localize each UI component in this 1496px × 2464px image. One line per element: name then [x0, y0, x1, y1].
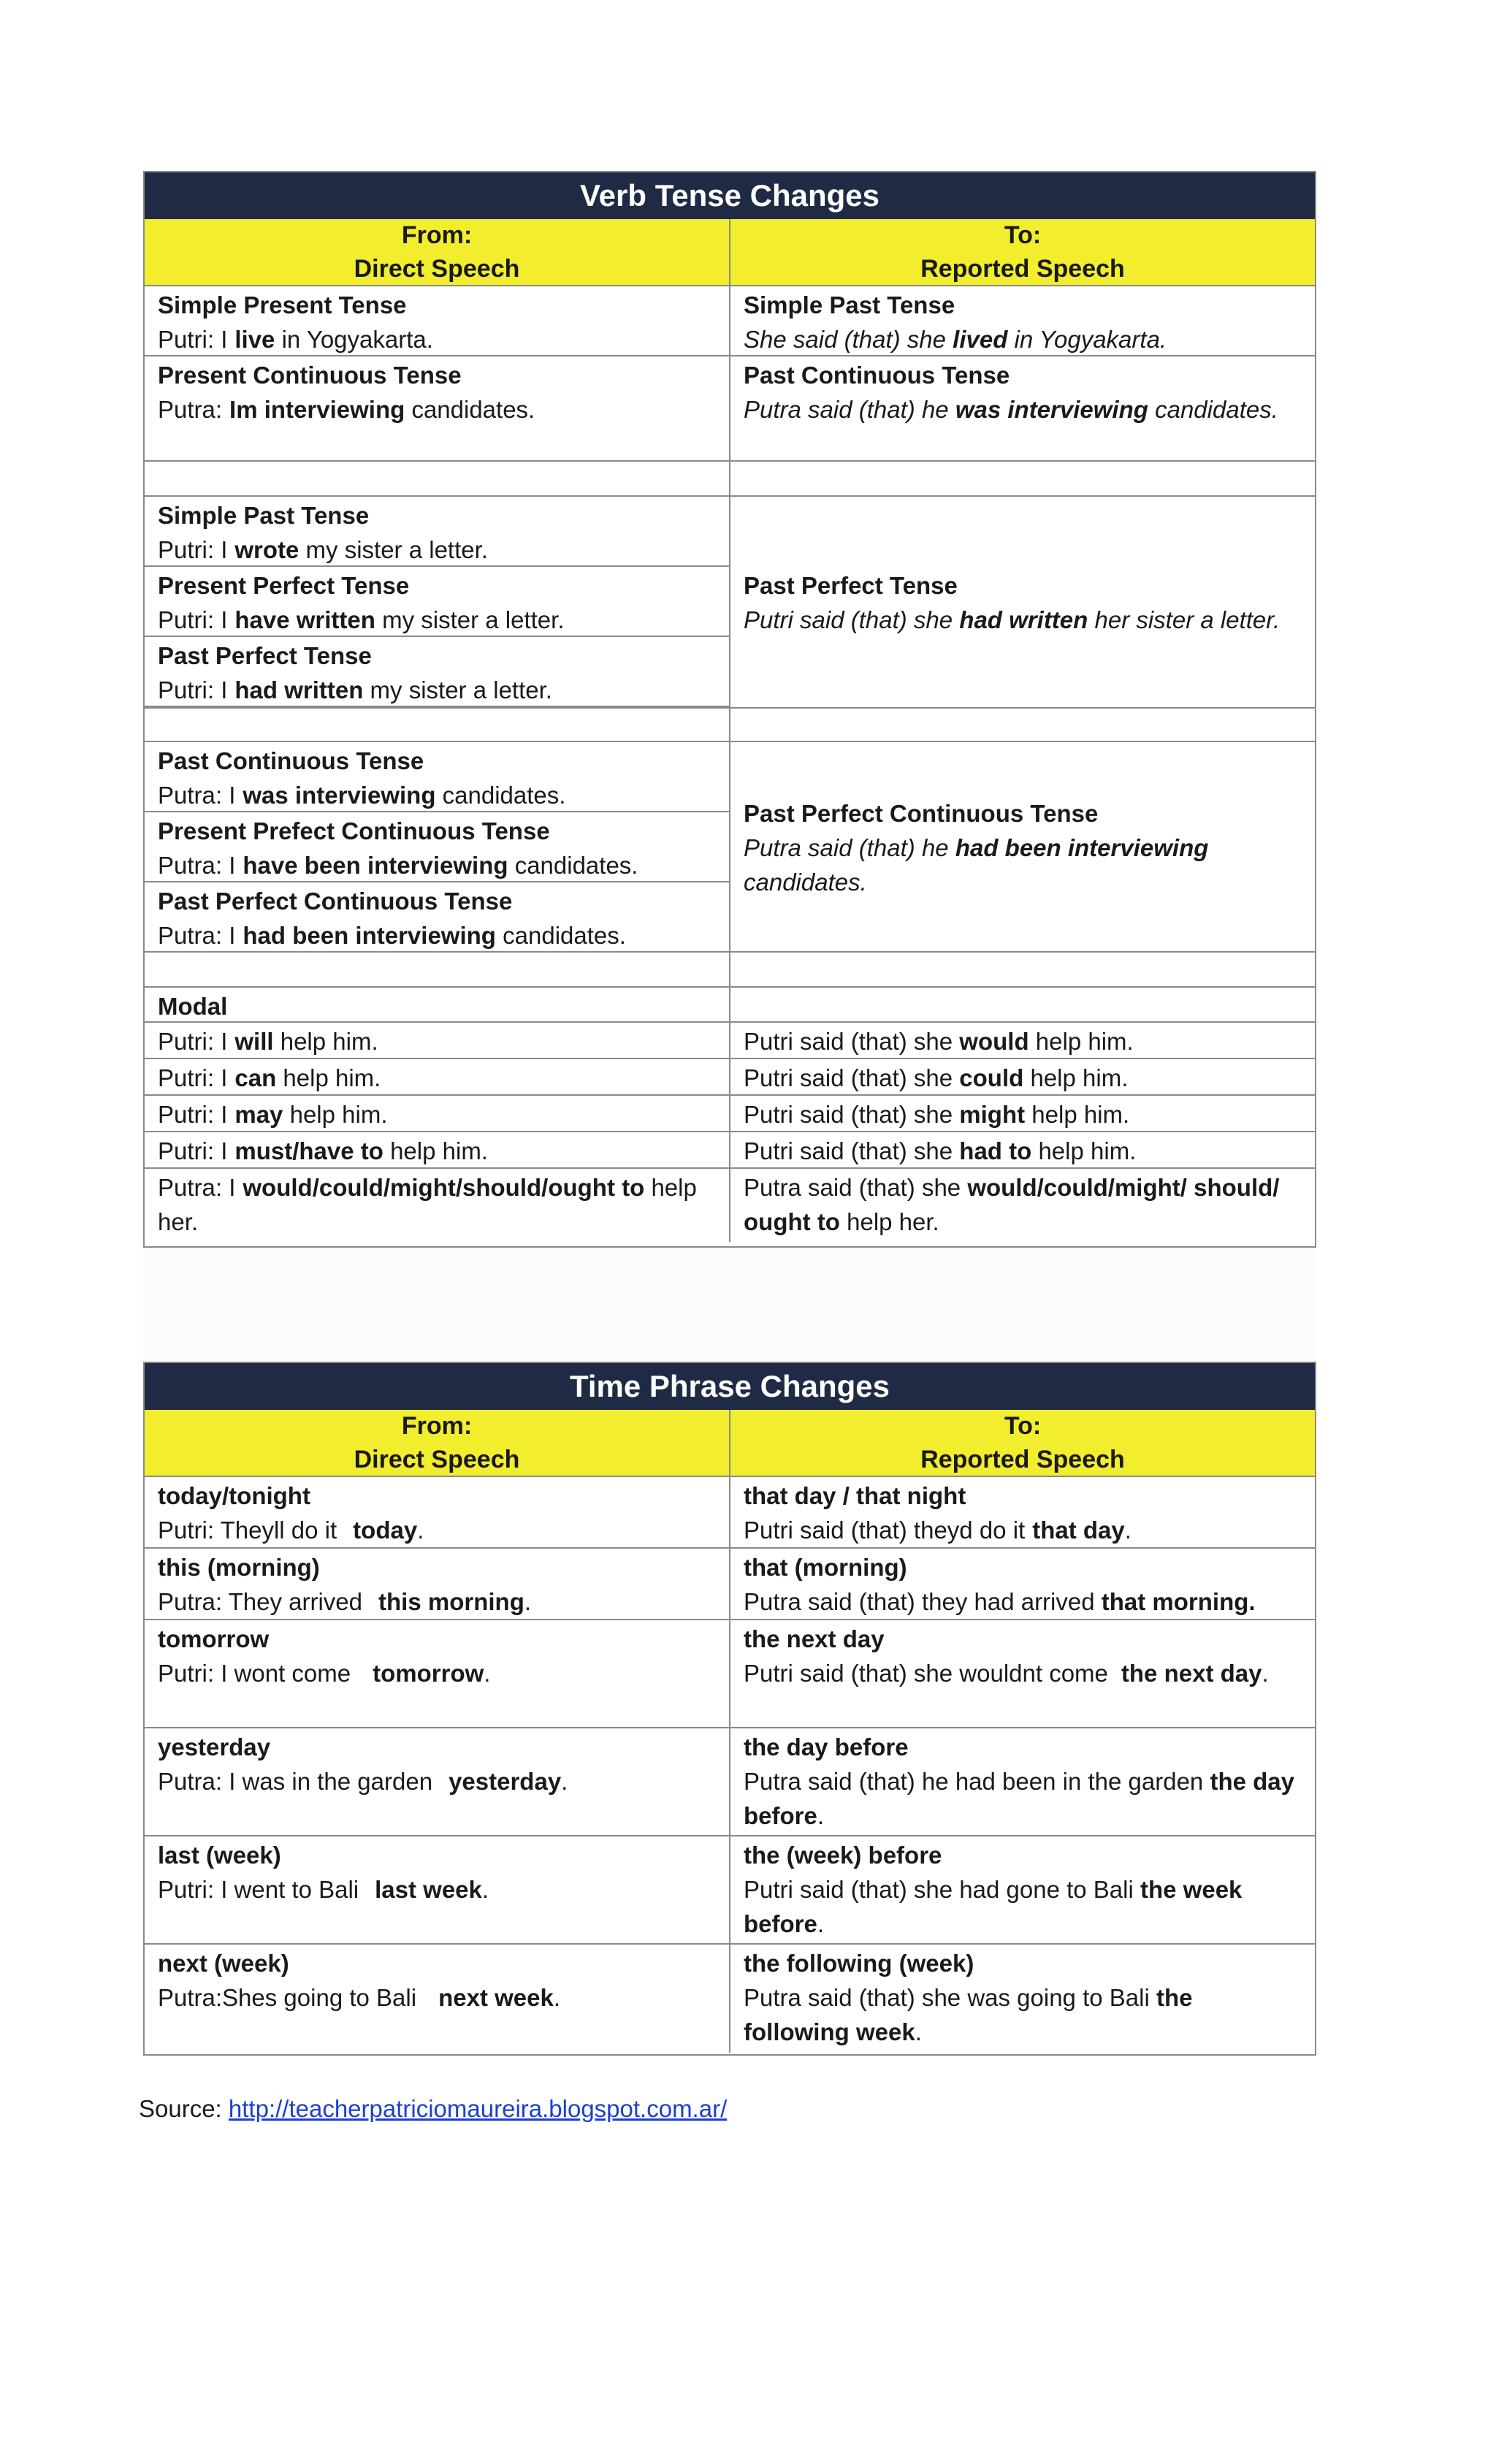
example-text: Putra:	[158, 396, 223, 423]
example	[158, 673, 716, 707]
example-text: in Yogyakarta.	[281, 326, 433, 353]
example-text: my sister a letter.	[305, 536, 488, 563]
example-text: Putri: I	[158, 1137, 228, 1164]
column-header-to	[730, 1410, 1315, 1477]
phrase-name: last (week)	[158, 1842, 281, 1869]
example-text: Putri: I	[158, 1028, 228, 1055]
example-text: candidates.	[514, 852, 638, 879]
example-text: Putri said (that) she	[744, 1137, 953, 1164]
header-sub: Reported Speech	[920, 1446, 1125, 1473]
phrase-highlight: the next day	[1121, 1660, 1262, 1687]
example	[744, 392, 1302, 427]
verb-highlight: had been interviewing	[243, 922, 496, 949]
verb-highlight: had to	[959, 1137, 1032, 1164]
example-text: in Yogyakarta.	[1014, 326, 1167, 353]
example	[744, 831, 1302, 899]
table-cell	[145, 1620, 730, 1728]
example-text: Putra: I was in the garden	[158, 1768, 433, 1795]
table-cell	[730, 1023, 1315, 1059]
spacer-cell	[730, 707, 1315, 742]
example-text: Putri said (that) she had gone to Bali	[744, 1876, 1134, 1903]
phrase-name: next (week)	[158, 1950, 289, 1977]
example-text: .	[524, 1588, 532, 1615]
table-cell	[730, 1096, 1315, 1132]
example-text: Putri: I	[158, 326, 228, 353]
table-cell	[145, 882, 730, 953]
example-text: Putra said (that) she	[744, 1174, 961, 1201]
verb-highlight: lived	[953, 326, 1008, 353]
verb-highlight: was interviewing	[243, 782, 436, 809]
table-cell	[145, 742, 730, 812]
table-cell	[145, 1023, 730, 1059]
example	[158, 1980, 716, 2015]
source-link[interactable]: http://teacherpatriciomaureira.blogspot.com.ar/	[228, 2095, 728, 2122]
example-text: help him.	[280, 1028, 378, 1055]
example-text: help him.	[289, 1101, 388, 1128]
example-text: Putri said (that) she	[744, 1101, 953, 1128]
phrase-highlight: tomorrow	[373, 1660, 484, 1687]
table-cell	[145, 1945, 730, 2053]
table-cell	[730, 1132, 1315, 1169]
example-text: .	[417, 1517, 424, 1544]
example-text: Putri said (that) she	[744, 1028, 953, 1055]
table-cell	[730, 1169, 1315, 1242]
example-text: .	[481, 1876, 489, 1903]
table-cell	[145, 497, 730, 567]
example	[158, 603, 716, 637]
example-text: .	[817, 1910, 825, 1937]
example	[158, 392, 716, 427]
example-text: Putri: Theyll do it	[158, 1517, 337, 1544]
table-cell	[730, 1945, 1315, 2053]
table-cell	[145, 1096, 730, 1132]
phrase-name: tomorrow	[158, 1625, 270, 1652]
example	[158, 1764, 716, 1799]
tense-name: Past Perfect Continuous Tense	[744, 799, 1099, 827]
table-cell	[145, 567, 730, 637]
verb-highlight: was interviewing	[955, 396, 1148, 423]
example-text: .	[817, 1802, 825, 1829]
verb-highlight: Im interviewing	[229, 396, 405, 423]
example-text: .	[553, 1984, 560, 2011]
phrase-name: that day / that night	[744, 1482, 966, 1509]
header-sub: Direct Speech	[354, 255, 520, 283]
verb-highlight: might	[959, 1101, 1026, 1128]
example-text: help him.	[283, 1064, 381, 1091]
tense-name: Present Perfect Tense	[158, 572, 410, 599]
verb-highlight: will	[234, 1028, 274, 1055]
table-cell	[730, 1836, 1315, 1945]
verb-highlight: may	[234, 1101, 283, 1128]
verb-highlight: had written	[234, 676, 364, 703]
header-label: From:	[401, 1412, 473, 1440]
example-text: Putri: I wont come	[158, 1660, 351, 1687]
example-text: Putri: I	[158, 606, 228, 633]
example-text: help him.	[1030, 1064, 1129, 1091]
table-cell	[730, 1620, 1315, 1728]
tense-name: Present Continuous Tense	[158, 362, 462, 389]
example	[158, 918, 716, 953]
phrase-name: the next day	[744, 1625, 885, 1652]
example	[158, 1872, 716, 1907]
example-text: my sister a letter.	[370, 676, 552, 703]
example-text: candidates.	[411, 396, 535, 423]
verb-highlight: had been interviewing	[955, 834, 1209, 861]
example-text: help her.	[847, 1208, 939, 1235]
tense-name: Past Perfect Tense	[744, 572, 958, 599]
phrase-highlight: next week	[438, 1984, 554, 2011]
example-text: Putri said (that) she	[744, 1064, 953, 1091]
tense-name: Simple Present Tense	[158, 291, 407, 319]
example	[158, 1656, 716, 1690]
example-text: Putri: I	[158, 1101, 228, 1128]
phrase-name: the day before	[744, 1733, 909, 1761]
example	[158, 1513, 716, 1547]
example	[158, 778, 716, 812]
example-text: Putra said (that) he had been in the garden	[744, 1768, 1204, 1795]
tense-name: Past Continuous Tense	[158, 747, 424, 774]
table-cell	[145, 1477, 730, 1549]
example	[158, 1584, 716, 1619]
header-label: To:	[1004, 1412, 1042, 1440]
phrase-name: the following (week)	[744, 1950, 974, 1977]
example-text: Putra said (that) she was going to Bali	[744, 1984, 1150, 2011]
phrase-highlight: the week before	[744, 1876, 1243, 1937]
verb-highlight: must/have to	[234, 1137, 383, 1164]
tense-name: Past Perfect Tense	[158, 642, 372, 669]
source-line	[139, 2092, 727, 2126]
example	[744, 603, 1302, 637]
column-header-to	[730, 219, 1315, 286]
verb-highlight: can	[234, 1064, 277, 1091]
example-text: candidates.	[744, 868, 867, 896]
example	[744, 322, 1302, 356]
verb-highlight: have been interviewing	[243, 852, 508, 879]
spacer-cell	[145, 707, 730, 742]
phrase-name: the (week) before	[744, 1842, 942, 1869]
example-text: help him.	[390, 1137, 488, 1164]
example-text: Putra: I	[158, 1174, 236, 1201]
verb-highlight: had written	[959, 606, 1088, 633]
tense-name: Present Prefect Continuous Tense	[158, 817, 550, 844]
verb-highlight: wrote	[234, 536, 299, 563]
example	[744, 1764, 1302, 1833]
table-cell	[730, 1549, 1315, 1620]
table-cell	[730, 356, 1315, 462]
table-cell	[145, 1549, 730, 1620]
source-label: Source:	[139, 2095, 222, 2122]
column-header-from	[145, 1410, 730, 1477]
phrase-highlight: the day before	[744, 1768, 1294, 1829]
example-text: candidates.	[503, 922, 626, 949]
table-cell	[145, 1059, 730, 1096]
phrase-highlight: yesterday	[449, 1768, 562, 1795]
spacer-cell	[145, 462, 730, 497]
verb-tense-table	[143, 171, 1316, 1248]
example-text: Putra: I	[158, 782, 236, 809]
time-phrase-table	[143, 1362, 1316, 2056]
table-cell	[730, 1728, 1315, 1836]
example-text: help him.	[1031, 1101, 1130, 1128]
table-cell	[730, 1059, 1315, 1096]
example-text: Putri said (that) she wouldnt come	[744, 1660, 1108, 1687]
example-text: .	[1124, 1517, 1131, 1544]
phrase-name: this (morning)	[158, 1554, 320, 1581]
table-cell	[730, 742, 1315, 953]
example	[158, 533, 716, 567]
verb-highlight: would/could/might/ should/ ought to	[744, 1174, 1280, 1235]
example-text: Putri: I	[158, 676, 228, 703]
phrase-highlight: today	[353, 1517, 418, 1544]
example-text: Putri: I went to Bali	[158, 1876, 359, 1903]
header-sub: Reported Speech	[920, 255, 1125, 283]
example	[744, 1656, 1302, 1690]
example-text: candidates.	[442, 782, 566, 809]
example-text: Putri said (that) theyd do it	[744, 1517, 1026, 1544]
example	[744, 1513, 1302, 1547]
spacer-cell	[730, 953, 1315, 988]
verb-highlight: have written	[234, 606, 375, 633]
header-sub: Direct Speech	[354, 1446, 520, 1473]
spacer-cell	[145, 953, 730, 988]
header-label: To:	[1004, 221, 1042, 249]
example-text: Putri said (that) she	[744, 606, 953, 633]
phrase-name: yesterday	[158, 1733, 271, 1761]
table-title: Verb Tense Changes	[145, 172, 1315, 219]
table-cell	[145, 356, 730, 462]
example-text: help her.	[158, 1174, 697, 1235]
example-text: Putra said (that) he	[744, 396, 949, 423]
example-text: .	[484, 1660, 491, 1687]
table-cell	[730, 286, 1315, 356]
header-label: From:	[401, 221, 473, 249]
verb-highlight: could	[959, 1064, 1024, 1091]
phrase-name: that (morning)	[744, 1554, 907, 1581]
example-text: Putri: I	[158, 1064, 228, 1091]
tense-name: Simple Past Tense	[158, 502, 370, 529]
phrase-highlight: the following week	[744, 1984, 1193, 2045]
column-header-from	[145, 219, 730, 286]
example-text: She said (that) she	[744, 326, 946, 353]
table-cell	[145, 1169, 730, 1242]
phrase-highlight: that day	[1032, 1517, 1125, 1544]
table-title: Time Phrase Changes	[145, 1363, 1315, 1410]
verb-highlight: live	[234, 326, 275, 353]
example-text: Putra said (that) he	[744, 834, 949, 861]
spacer-cell	[730, 462, 1315, 497]
tense-name: Simple Past Tense	[744, 291, 955, 319]
example-text: her sister a letter.	[1094, 606, 1281, 633]
table-cell	[730, 497, 1315, 707]
table-cell	[145, 1132, 730, 1169]
example-text: Putra:Shes going to Bali	[158, 1984, 417, 2011]
table-cell	[145, 1836, 730, 1945]
example	[744, 1872, 1302, 1941]
example-text: my sister a letter.	[382, 606, 565, 633]
example-text: .	[561, 1768, 568, 1795]
example	[744, 1584, 1302, 1619]
tense-name: Past Perfect Continuous Tense	[158, 888, 513, 915]
phrase-name: today/tonight	[158, 1482, 310, 1509]
example-text: candidates.	[1155, 396, 1278, 423]
spacer-cell	[730, 988, 1315, 1023]
phrase-highlight: last week	[375, 1876, 482, 1903]
verb-highlight: would/could/might/should/ought to	[243, 1174, 645, 1201]
table-cell	[145, 286, 730, 356]
example	[744, 1980, 1302, 2049]
modal-heading: Modal	[145, 988, 730, 1023]
table-cell	[730, 1477, 1315, 1549]
table-cell	[145, 812, 730, 882]
phrase-highlight: that morning.	[1101, 1588, 1256, 1615]
table-cell	[145, 1728, 730, 1836]
table-cell	[145, 637, 730, 707]
example	[158, 322, 716, 356]
example-text: Putra: I	[158, 922, 236, 949]
page-gap	[143, 1248, 1316, 1362]
example-text: help him.	[1038, 1137, 1137, 1164]
verb-highlight: would	[959, 1028, 1029, 1055]
phrase-highlight: this morning	[378, 1588, 524, 1615]
example-text: .	[1262, 1660, 1269, 1687]
tense-name: Past Continuous Tense	[744, 362, 1010, 389]
example-text: Putra: I	[158, 852, 236, 879]
example-text: Putra: They arrived	[158, 1588, 363, 1615]
example	[158, 848, 716, 882]
example-text: help him.	[1035, 1028, 1134, 1055]
example-text: Putri: I	[158, 536, 228, 563]
example-text: Putra said (that) they had arrived	[744, 1588, 1095, 1615]
example-text: .	[915, 2018, 922, 2045]
